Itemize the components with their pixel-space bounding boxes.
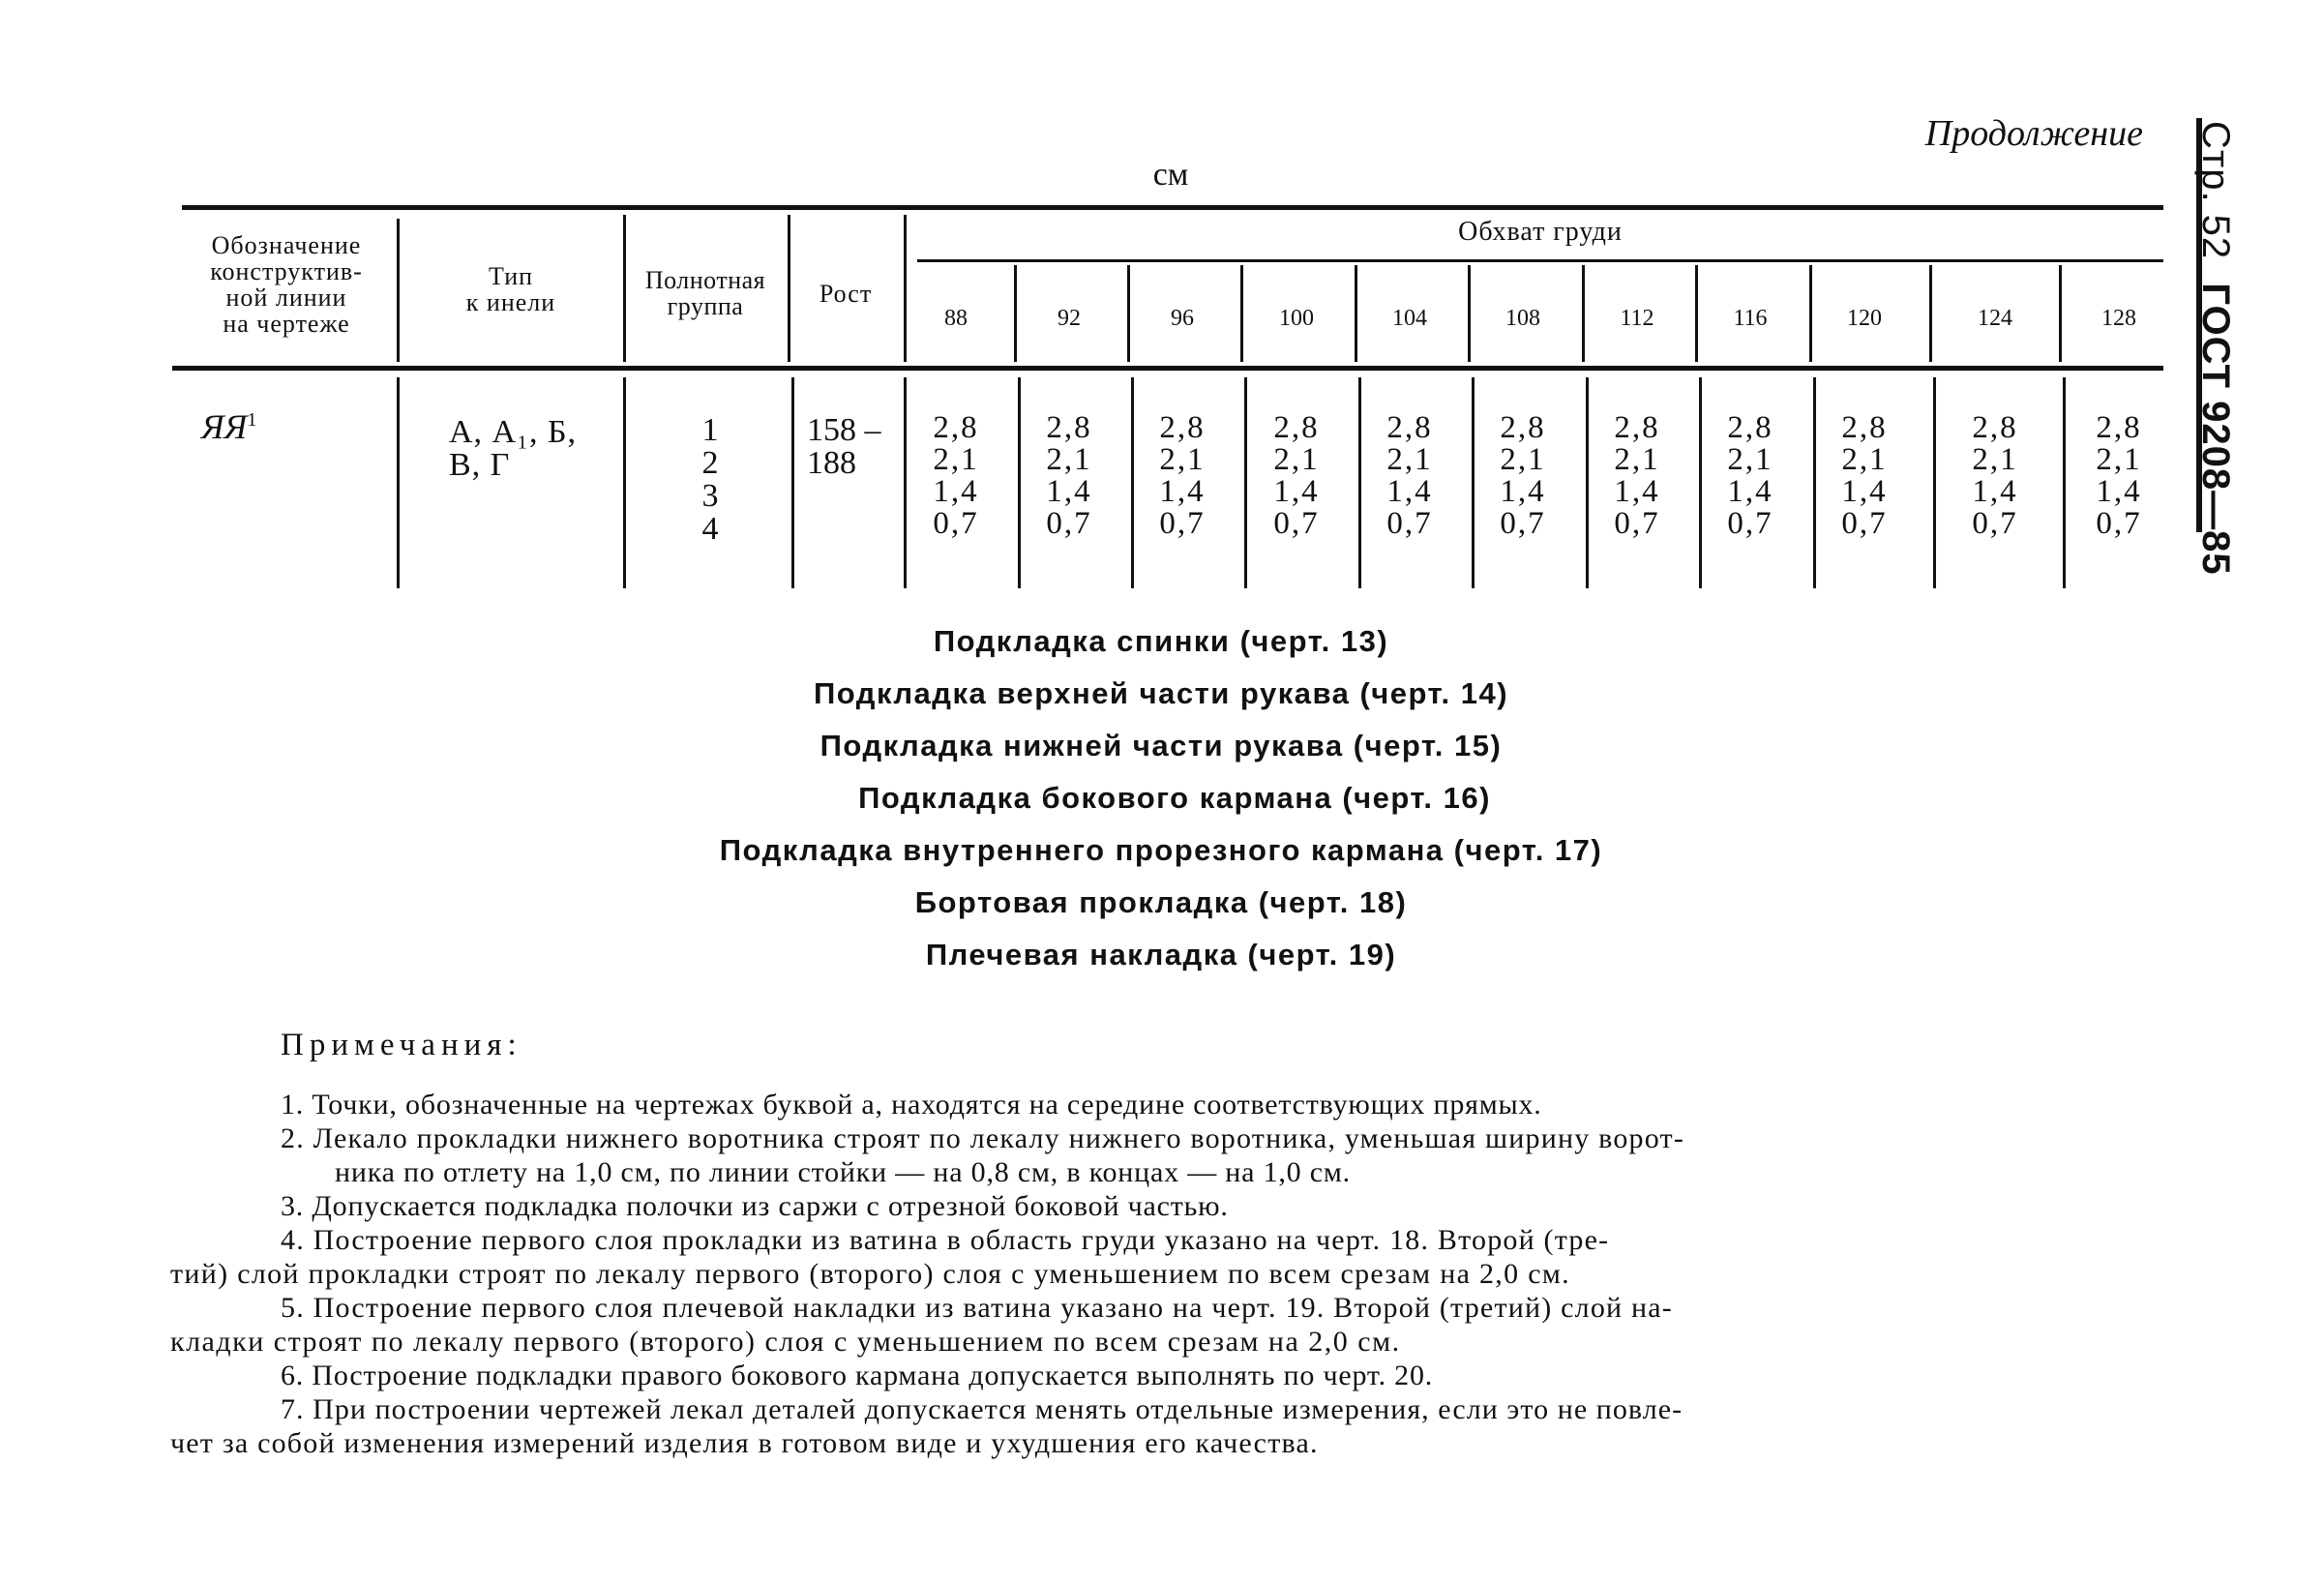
heading-inner-pocket-lining: Подкладка внутреннего прорезного кармана (черт. 17): [719, 833, 1603, 867]
table-top-rule: [182, 205, 2163, 210]
row-type: [404, 416, 662, 482]
chest-size-header: 120: [1847, 306, 1882, 331]
size-value-column: [1258, 412, 1335, 540]
interlining-value: 1,4: [1159, 474, 1206, 509]
size-value-column: [1956, 412, 2034, 540]
height-line: 188: [807, 445, 856, 481]
size-value-column: [1030, 412, 1108, 540]
designation-superscript: 1: [247, 409, 257, 431]
chest-size-header: 92: [1058, 306, 1081, 331]
chest-size-header: 128: [2101, 306, 2136, 331]
interlining-value: 1,4: [1972, 474, 2018, 509]
size-col-divider: [2063, 377, 2066, 588]
chest-size-header: 124: [1978, 306, 2012, 331]
size-col-divider: [1127, 265, 1130, 362]
interlining-value: 2,1: [1841, 442, 1888, 477]
chest-size-header: 112: [1620, 306, 1654, 331]
interlining-value: 2,1: [2096, 442, 2142, 477]
chest-size-header: 108: [1505, 306, 1540, 331]
note-line: 3. Допускается подкладка полочки из саржи с отрезной боковой частью.: [281, 1190, 1229, 1222]
size-col-divider: [1933, 377, 1936, 588]
heading-front-interlining: Бортовая прокладка (черт. 18): [914, 885, 1408, 919]
chest-size-header: 100: [1279, 306, 1314, 331]
interlining-value: 1,4: [1386, 474, 1433, 509]
interlining-value: 2,1: [1046, 442, 1092, 477]
size-value-column: [1712, 412, 1789, 540]
chest-size-header: 88: [944, 306, 968, 331]
interlining-value: 2,8: [1614, 410, 1660, 445]
size-col-divider: [1018, 377, 1021, 588]
interlining-value: 1,4: [1046, 474, 1092, 509]
interlining-value: 0,7: [1046, 506, 1092, 541]
size-col-divider: [2059, 265, 2062, 362]
header-designation: [176, 232, 397, 337]
interlining-value: 0,7: [933, 506, 979, 541]
header-fullness-line: Полнотная: [644, 266, 766, 294]
heading-lower-sleeve-lining: Подкладка нижней части рукава (черт. 15): [819, 729, 1503, 762]
interlining-value: 0,7: [1972, 506, 2018, 541]
size-col-divider: [1240, 265, 1243, 362]
interlining-value: 2,8: [1841, 410, 1888, 445]
col-divider: [791, 377, 794, 588]
header-type-line: к инели: [465, 288, 556, 316]
interlining-value: 0,7: [1386, 506, 1433, 541]
fullness-value: 1: [701, 412, 719, 448]
interlining-value: 2,1: [933, 442, 979, 477]
size-col-divider: [1699, 377, 1702, 588]
interlining-value: 2,1: [1500, 442, 1546, 477]
interlining-value: 2,8: [1386, 410, 1433, 445]
size-col-divider: [1244, 377, 1247, 588]
type-line: В, Г: [449, 447, 511, 483]
col-divider: [904, 377, 907, 588]
interlining-value: 2,8: [933, 410, 979, 445]
size-value-column: [1484, 412, 1562, 540]
interlining-value: 1,4: [2096, 474, 2142, 509]
note-line: кладки строят по лекалу первого (второго) слоя с уменьшением по всем срезам на 2,0 см.: [170, 1326, 1401, 1358]
document-code: ГОСТ 9208—85: [2194, 283, 2237, 576]
interlining-value: 1,4: [1841, 474, 1888, 509]
header-designation-line: на чертеже: [223, 310, 350, 338]
interlining-value: 1,4: [1614, 474, 1660, 509]
size-col-divider: [1809, 265, 1812, 362]
header-designation-line: Обозначение: [211, 231, 362, 259]
interlining-value: 1,4: [1727, 474, 1773, 509]
notes-title: Примечания:: [281, 1028, 522, 1062]
height-line: 158 –: [807, 412, 881, 448]
interlining-value: 2,1: [1972, 442, 2018, 477]
interlining-value: 1,4: [1273, 474, 1320, 509]
row-fullness: [662, 414, 759, 546]
interlining-value: 1,4: [1500, 474, 1546, 509]
note-line: 5. Построение первого слоя плечевой накладки из ватина указано на черт. 19. Второй (третий) слой на-: [281, 1292, 1673, 1324]
interlining-value: 2,8: [1273, 410, 1320, 445]
size-col-divider: [1586, 377, 1589, 588]
size-col-divider: [1358, 377, 1361, 588]
interlining-value: 2,8: [1046, 410, 1092, 445]
heading-upper-sleeve-lining: Подкладка верхней части рукава (черт. 14): [813, 676, 1509, 710]
header-chest-girth: Обхват груди: [1458, 217, 1623, 247]
size-value-column: [1371, 412, 1448, 540]
unit-label: см: [1152, 157, 1189, 193]
note-line: 2. Лекало прокладки нижнего воротника строят по лекалу нижнего воротника, уменьшая ширину ворот-: [281, 1122, 1685, 1154]
heading-shoulder-pad: Плечевая накладка (черт. 19): [925, 938, 1397, 971]
page-side-label: [2187, 121, 2245, 624]
heading-side-pocket-lining: Подкладка бокового кармана (черт. 16): [858, 781, 1491, 815]
chest-size-header: 96: [1171, 306, 1194, 331]
note-line: 1. Точки, обозначенные на чертежах буквой а, находятся на середине соответствующих прямых.: [281, 1089, 1542, 1121]
interlining-value: 2,8: [1159, 410, 1206, 445]
note-line: 6. Построение подкладки правого бокового кармана допускается выполнять по черт. 20.: [281, 1360, 1434, 1391]
header-designation-line: конструктив-: [210, 257, 363, 285]
interlining-value: 0,7: [1614, 506, 1660, 541]
header-height: Рост: [819, 280, 873, 308]
type-line: А, А₁, Б,: [449, 414, 577, 450]
size-col-divider: [1014, 265, 1017, 362]
fullness-value: 2: [701, 445, 719, 481]
chest-size-header: 116: [1733, 306, 1768, 331]
interlining-value: 2,8: [2096, 410, 2142, 445]
page-number: Стр. 52: [2194, 121, 2237, 260]
interlining-value: 2,8: [1972, 410, 2018, 445]
size-value-column: [1598, 412, 1676, 540]
header-type-line: Тип: [488, 262, 534, 290]
interlining-value: 2,8: [1500, 410, 1546, 445]
size-col-divider: [1131, 377, 1134, 588]
size-value-column: [917, 412, 995, 540]
heading-back-lining: Подкладка спинки (черт. 13): [933, 624, 1389, 658]
interlining-value: 2,1: [1159, 442, 1206, 477]
continuation-label: Продолжение: [1924, 113, 2143, 154]
interlining-value: 2,8: [1727, 410, 1773, 445]
size-col-divider: [1695, 265, 1698, 362]
header-designation-line: ной линии: [225, 284, 347, 312]
size-col-divider: [1813, 377, 1816, 588]
header-type: [399, 263, 623, 315]
chest-size-header: 104: [1392, 306, 1427, 331]
interlining-value: 0,7: [1159, 506, 1206, 541]
chest-subheader-rule: [917, 259, 2163, 262]
note-line: ника по отлету на 1,0 см, по линии стойки — на 0,8 см, в концах — на 1,0 см.: [335, 1156, 1351, 1188]
row-designation: [201, 406, 256, 447]
col-divider: [904, 215, 907, 362]
note-line: тий) слой прокладки строят по лекалу первого (второго) слоя с уменьшением по всем срезам на 2,0 см.: [170, 1258, 1570, 1290]
interlining-value: 0,7: [1500, 506, 1546, 541]
size-col-divider: [1582, 265, 1585, 362]
interlining-value: 0,7: [1727, 506, 1773, 541]
col-divider: [623, 377, 626, 588]
size-value-column: [1826, 412, 1903, 540]
designation-symbol: ЯЯ: [201, 407, 248, 446]
fullness-value: 4: [701, 511, 719, 547]
note-line: 7. При построении чертежей лекал деталей допускается менять отдельные измерения, если это не повле-: [281, 1393, 1683, 1425]
interlining-value: 2,1: [1614, 442, 1660, 477]
row-height: [807, 414, 904, 480]
interlining-value: 2,1: [1273, 442, 1320, 477]
size-value-column: [2080, 412, 2158, 540]
header-fullness-line: группа: [667, 292, 744, 320]
fullness-value: 3: [701, 478, 719, 514]
table-header-rule: [172, 366, 2163, 371]
interlining-value: 2,1: [1386, 442, 1433, 477]
interlining-value: 1,4: [933, 474, 979, 509]
size-value-column: [1144, 412, 1221, 540]
interlining-value: 0,7: [1841, 506, 1888, 541]
header-fullness: [623, 267, 788, 319]
note-line: чет за собой изменения измерений изделия в готовом виде и ухудшения его качества.: [170, 1427, 1319, 1459]
interlining-value: 0,7: [2096, 506, 2142, 541]
size-col-divider: [1472, 377, 1475, 588]
interlining-value: 2,1: [1727, 442, 1773, 477]
size-col-divider: [1355, 265, 1357, 362]
size-col-divider: [1468, 265, 1471, 362]
col-divider: [397, 377, 400, 588]
size-col-divider: [1929, 265, 1932, 362]
interlining-value: 0,7: [1273, 506, 1320, 541]
note-line: 4. Построение первого слоя прокладки из ватина в область груди указано на черт. 18. Второй (тре-: [281, 1224, 1610, 1256]
